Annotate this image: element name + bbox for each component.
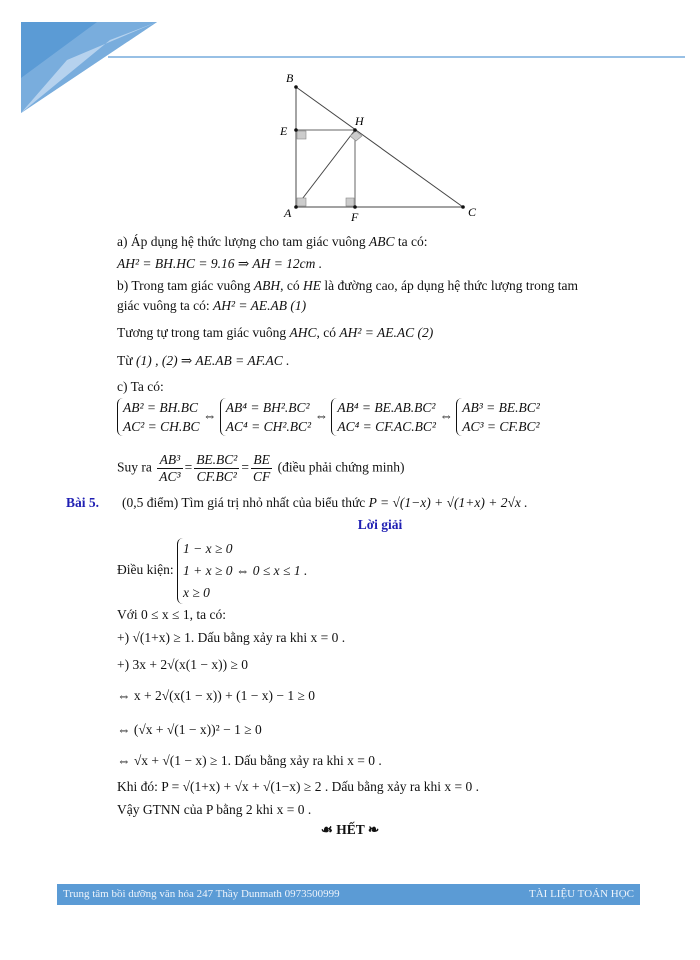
footer-right-text: TÀI LIỆU TOÁN HỌC [529, 888, 634, 900]
solution-step2: +) 3x + 2√(x(1 − x)) ≥ 0 [117, 657, 249, 672]
system-2: AB⁴ = BH².BC² AC⁴ = CH².BC² [220, 398, 311, 436]
part-a-line1: a) Áp dụng hệ thức lượng cho tam giác vuông ABC ta có: [117, 234, 428, 249]
solution-step1: +) √(1+x) ≥ 1. Dấu bằng xảy ra khi x = 0 . [117, 630, 346, 645]
solution-step4: ⇔ (√x + √(1 − x))² − 1 ≥ 0 [117, 722, 262, 737]
part-b-line4: Từ (1) , (2) ⇒ AE.AB = AF.AC . [117, 353, 290, 368]
solution-step3: ⇔ x + 2√(x(1 − x)) + (1 − x) − 1 ≥ 0 [117, 688, 315, 703]
fraction-1: $\frac{\text{AB³}}{\text{AC³}}$ [159, 452, 181, 484]
conditions: Điều kiện: 1 − x ≥ 0 1 + x ≥ 0 ⇔ 0 ≤ x ≤ 1 . x ≥ 0 [117, 538, 307, 604]
part-b-line3: Tương tự trong tam giác vuông AHC, có AH² = AE.AC (2) [117, 325, 434, 340]
label-E: E [280, 124, 288, 138]
part-a-line2: AH² = BH.HC = 9.16 ⇒ AH = 12cm . [117, 256, 323, 271]
part-c-systems: AB² = BH.BC AC² = CH.BC ⇔ AB⁴ = BH².BC² AC⁴ = CH².BC² ⇔ AB⁴ = BE.AB.BC² AC⁴ = CF.AC.BC² ⇔ AB³ = BE.BC² AC³ = CF.BC² [117, 398, 540, 436]
solution-step7: Vậy GTNN của P bằng 2 khi x = 0 . [117, 802, 312, 817]
part-b-line1: b) Trong tam giác vuông ABH, có HE là đường cao, áp dụng hệ thức lượng trong tam [117, 278, 579, 293]
end-mark: ☙ HẾT ❧ [320, 822, 380, 837]
system-3: AB⁴ = BE.AB.BC² AC⁴ = CF.AC.BC² [331, 398, 436, 436]
label-C: C [468, 205, 477, 219]
solution-step6: Khi đó: P = √(1+x) + √x + √(1−x) ≥ 2 . Dấu bằng xảy ra khi x = 0 . [117, 779, 480, 794]
problem-5-label: Bài 5. [66, 495, 100, 510]
footer-left-text: Trung tâm bồi dưỡng văn hóa 247 Thầy Dunmath 0973500999 [63, 888, 340, 900]
label-H: H [355, 114, 364, 128]
label-F: F [351, 210, 359, 224]
solution-title: Lời giải [357, 517, 403, 532]
part-c-conclusion: Suy ra $\frac{\text{AB³}}{\text{AC³}}$ = $\frac{\text{BE.BC²}}{\text{CF.BC²}}$ = $\frac{BE}{CF}$ (điều phải chứng minh) [117, 452, 405, 484]
fraction-2: $\frac{\text{BE.BC²}}{\text{CF.BC²}}$ [196, 452, 238, 484]
footer-bar [57, 884, 640, 905]
system-4: AB³ = BE.BC² AC³ = CF.BC² [456, 398, 540, 436]
solution-step5: ⇔ √x + √(1 − x) ≥ 1. Dấu bằng xảy ra khi x = 0 . [117, 753, 382, 768]
solution-with: Với 0 ≤ x ≤ 1, ta có: [117, 607, 226, 622]
part-b-line2: giác vuông ta có: AH² = AE.AB (1) [117, 298, 307, 313]
fraction-3: $\frac{BE}{CF}$ [252, 452, 271, 484]
problem-5-statement: (0,5 điểm) Tìm giá trị nhỏ nhất của biểu thức P = √(1−x) + √(1+x) + 2√x . [122, 495, 528, 510]
part-c-label: c) Ta có: [117, 379, 164, 394]
triangle-figure [270, 60, 500, 230]
condition-system: 1 − x ≥ 0 1 + x ≥ 0 ⇔ 0 ≤ x ≤ 1 . x ≥ 0 [177, 538, 307, 604]
label-A: A [284, 206, 292, 220]
system-1: AB² = BH.BC AC² = CH.BC [117, 398, 200, 436]
label-B: B [286, 71, 294, 85]
